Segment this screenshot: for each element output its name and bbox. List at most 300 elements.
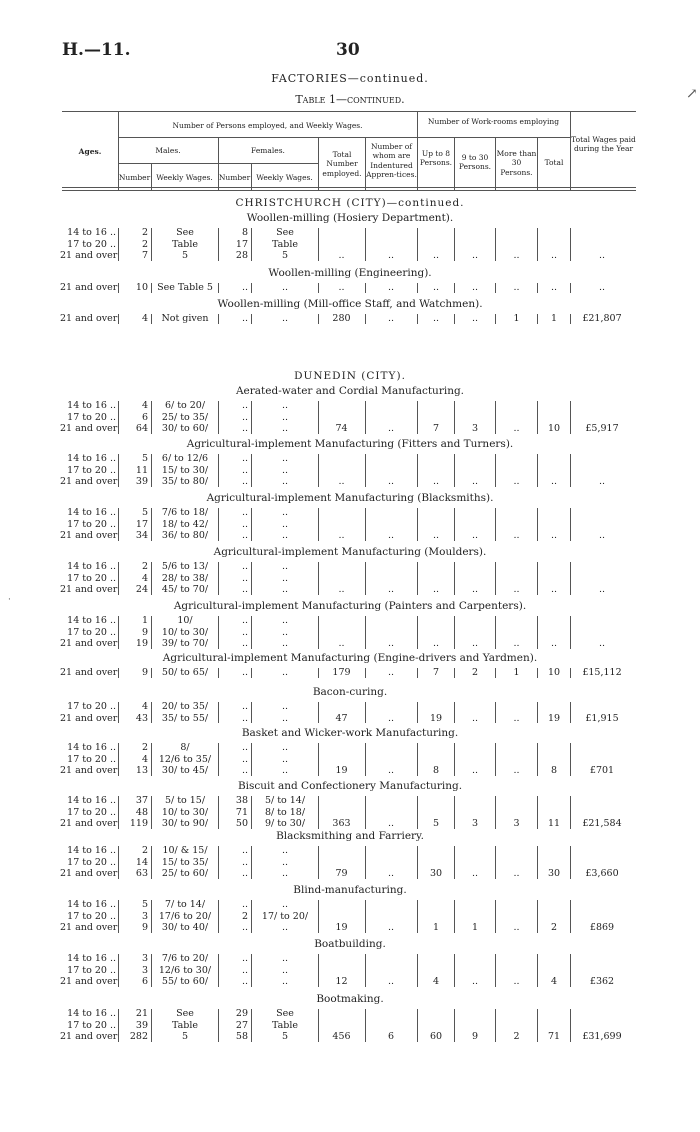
column-rule [118, 228, 119, 261]
male-weekly-wages-cell: Not given [161, 313, 209, 324]
column-rule [251, 454, 252, 487]
apprentices-cell: .. [387, 765, 395, 776]
workrooms-more-than-30-cell: .. [513, 765, 520, 776]
apprentices-cell: .. [387, 922, 395, 933]
city-heading-dunedin: DUNEDIN (CITY). [294, 370, 406, 382]
total-employed-cell: 47 [335, 712, 348, 724]
total-wages-cell: £21,807 [582, 313, 622, 324]
workrooms-more-than-30-cell: .. [513, 530, 520, 541]
male-weekly-wages-cell: 10/ 10/ to 30/ 39/ to 70/ [161, 615, 209, 649]
margin-mark: ↗ [686, 86, 698, 102]
column-rule [454, 616, 455, 649]
column-rule [454, 954, 455, 987]
workrooms-up-to-8-cell: 5 [432, 818, 440, 829]
female-number-cell: .. .. .. [241, 845, 248, 879]
total-wages-cell: £15,112 [582, 667, 622, 678]
column-rule [417, 796, 418, 829]
male-weekly-wages-cell: 7/ to 14/ 17/6 to 20/ 30/ to 40/ [158, 899, 212, 933]
column-rule [537, 954, 538, 987]
column-rule [218, 616, 219, 649]
header-male-weekly-wages: Weekly Wages. [156, 173, 213, 182]
column-rule [118, 702, 119, 723]
column-rule [365, 954, 366, 987]
female-number-cell: .. .. .. [241, 615, 248, 649]
column-rule [151, 616, 152, 649]
workrooms-more-than-30-cell: .. [513, 922, 520, 933]
column-rule [495, 846, 496, 879]
column-rule [218, 702, 219, 723]
header-apprentices: Number of whom are Indentured Appren-tices. [366, 142, 417, 180]
column-rule [537, 900, 538, 933]
column-rule [118, 314, 119, 324]
total-employed-cell: 79 [335, 868, 348, 879]
column-rule [495, 796, 496, 829]
total-employed-cell: 363 [332, 818, 351, 829]
column-rule [570, 796, 571, 829]
column-rule [251, 796, 252, 829]
female-number-cell: .. [241, 667, 248, 678]
column-rule [318, 616, 319, 649]
section-title: Agricultural-implement Manufacturing (Engine-drivers and Yardmen). [162, 652, 538, 664]
workrooms-9-to-30-cell: .. [471, 638, 479, 649]
column-rule [218, 954, 219, 987]
female-weekly-wages-cell: .. .. .. [281, 953, 289, 987]
header-total: Total [544, 158, 564, 167]
female-number-cell: .. .. .. [241, 507, 248, 541]
column-rule [365, 562, 366, 595]
section-title: Woollen-milling (Engineering). [268, 267, 432, 279]
female-weekly-wages-cell: .. .. [281, 701, 289, 724]
male-weekly-wages-cell: 6/ to 20/ 25/ to 35/ 30/ to 60/ [161, 400, 209, 434]
apprentices-cell: .. [387, 476, 395, 487]
column-rule [251, 900, 252, 933]
column-rule [570, 616, 571, 649]
male-number-cell: 1 9 19 [135, 615, 148, 649]
column-rule [454, 846, 455, 879]
workrooms-9-to-30-cell: .. [471, 868, 479, 879]
header-ages: Ages. [78, 147, 102, 156]
apprentices-cell: .. [387, 667, 395, 678]
total-employed-cell: .. [338, 530, 345, 541]
column-rule [495, 283, 496, 293]
section-title: Blacksmithing and Farriery. [276, 830, 424, 842]
workrooms-more-than-30-cell: .. [513, 476, 520, 487]
female-number-cell: .. .. .. [241, 561, 248, 595]
female-weekly-wages-cell: .. .. .. [281, 400, 289, 434]
column-rule [417, 228, 418, 261]
column-rule [537, 283, 538, 293]
column-rule [118, 954, 119, 987]
age-group-cell: 14 to 16 .. 17 to 20 .. 21 and over [60, 400, 118, 434]
age-group-cell: 21 and over [60, 667, 118, 678]
workrooms-up-to-8-cell: 7 [432, 667, 440, 678]
column-rule [218, 228, 219, 261]
workrooms-9-to-30-cell: .. [471, 976, 479, 987]
column-rule [118, 283, 119, 293]
column-rule [151, 954, 152, 987]
header-workrooms-group: Number of Work-rooms employing [427, 117, 560, 126]
male-number-cell: 3 3 6 [141, 953, 148, 987]
column-rule [454, 401, 455, 434]
column-rule [417, 743, 418, 776]
female-number-cell: .. .. .. [241, 953, 248, 987]
female-number-cell: .. .. .. [241, 400, 248, 434]
column-rule [365, 508, 366, 541]
column-rule [365, 314, 366, 324]
total-wages-cell: .. [598, 584, 606, 595]
male-number-cell: 5 3 9 [141, 899, 148, 933]
age-group-cell: 14 to 16 .. 17 to 20 .. 21 and over [60, 899, 118, 933]
column-rule [251, 401, 252, 434]
female-number-cell: 29 27 58 [235, 1008, 248, 1042]
column-rule [151, 1009, 152, 1042]
column-rule [318, 796, 319, 829]
header-persons-group: Number of Persons employed, and Weekly Wages. [172, 121, 363, 130]
male-weekly-wages-cell: 7/6 to 18/ 18/ to 42/ 36/ to 80/ [161, 507, 209, 541]
workrooms-total-cell: 2 [550, 922, 558, 933]
male-number-cell: 9 [141, 667, 148, 678]
section-title: Agricultural-implement Manufacturing (Blacksmiths). [206, 492, 494, 504]
column-rule [537, 314, 538, 324]
column-rule [218, 668, 219, 678]
apprentices-cell: .. [387, 250, 395, 261]
column-rule [318, 846, 319, 879]
age-group-cell: 14 to 16 .. 17 to 20 .. 21 and over [60, 615, 118, 649]
column-rule [118, 454, 119, 487]
column-rule [318, 562, 319, 595]
apprentices-cell: .. [387, 712, 395, 724]
column-rule [365, 1009, 366, 1042]
column-rule [118, 796, 119, 829]
apprentices-cell: .. [387, 638, 395, 649]
column-rule [454, 900, 455, 933]
column-rule [151, 401, 152, 434]
column-rule [495, 508, 496, 541]
column-rule [251, 228, 252, 261]
column-rule [251, 743, 252, 776]
column-rule [318, 454, 319, 487]
column-rule [151, 283, 152, 293]
female-weekly-wages-cell: .. .. .. [281, 507, 289, 541]
column-rule [318, 954, 319, 987]
column-rule [495, 702, 496, 723]
column-rule [417, 1009, 418, 1042]
total-wages-cell: .. [598, 250, 606, 261]
column-rule [495, 616, 496, 649]
column-rule [417, 954, 418, 987]
column-rule [251, 283, 252, 293]
column-rule [218, 314, 219, 324]
city-heading-christchurch: CHRISTCHURCH (CITY)—continued. [235, 197, 465, 209]
total-wages-cell: £362 [589, 976, 615, 987]
column-rule [537, 846, 538, 879]
age-group-cell: 14 to 16 .. 17 to 20 .. 21 and over [60, 227, 118, 261]
apprentices-cell: .. [387, 530, 395, 541]
header-more-than-30: More than 30 Persons. [496, 149, 537, 177]
total-wages-cell: £5,917 [585, 423, 619, 434]
apprentices-cell: .. [387, 868, 395, 879]
workrooms-total-cell: .. [550, 584, 558, 595]
column-rule [537, 562, 538, 595]
column-rule [218, 283, 219, 293]
total-employed-cell: .. [338, 584, 345, 595]
male-number-cell: 5 11 39 [135, 453, 148, 487]
column-rule [318, 668, 319, 678]
column-rule [495, 954, 496, 987]
workrooms-up-to-8-cell: 1 [432, 922, 440, 933]
male-weekly-wages-cell: 20/ to 35/ 35/ to 55/ [161, 701, 209, 724]
male-number-cell: 37 48 119 [129, 795, 148, 829]
column-rule [570, 1009, 571, 1042]
column-rule [537, 743, 538, 776]
column-rule [537, 454, 538, 487]
male-number-cell: 21 39 282 [129, 1008, 148, 1042]
workrooms-9-to-30-cell: .. [471, 765, 479, 776]
column-rule [118, 508, 119, 541]
workrooms-9-to-30-cell: .. [471, 584, 479, 595]
column-rule [151, 668, 152, 678]
male-number-cell: 4 43 [135, 701, 148, 724]
workrooms-9-to-30-cell: .. [471, 712, 479, 724]
workrooms-up-to-8-cell: 60 [429, 1031, 443, 1042]
column-rule [318, 508, 319, 541]
workrooms-more-than-30-cell: .. [513, 638, 520, 649]
column-rule [454, 796, 455, 829]
total-wages-cell: £3,660 [585, 868, 619, 879]
column-rule [495, 562, 496, 595]
total-employed-cell: 456 [332, 1031, 351, 1042]
column-rule [365, 283, 366, 293]
male-weekly-wages-cell: 10/ & 15/ 15/ to 35/ 25/ to 60/ [161, 845, 209, 879]
column-rule [495, 900, 496, 933]
total-employed-cell: 74 [335, 423, 348, 434]
workrooms-9-to-30-cell: 2 [471, 667, 479, 678]
workrooms-up-to-8-cell: 4 [432, 976, 440, 987]
workrooms-more-than-30-cell: .. [513, 976, 520, 987]
column-rule [251, 702, 252, 723]
column-rule [151, 228, 152, 261]
column-rule [251, 1009, 252, 1042]
column-rule [218, 562, 219, 595]
workrooms-total-cell: 10 [547, 423, 561, 434]
apprentices-cell: .. [387, 976, 395, 987]
column-rule [454, 454, 455, 487]
female-weekly-wages-cell: .. [281, 282, 289, 293]
female-weekly-wages-cell: .. .. .. [281, 561, 289, 595]
total-wages-cell: £21,584 [582, 818, 622, 829]
column-rule [118, 401, 119, 434]
workrooms-up-to-8-cell: .. [432, 638, 440, 649]
total-employed-cell: .. [338, 638, 345, 649]
workrooms-9-to-30-cell: .. [471, 476, 479, 487]
column-rule [151, 508, 152, 541]
column-rule [537, 1009, 538, 1042]
section-title: Biscuit and Confectionery Manufacturing. [237, 780, 463, 792]
column-rule [318, 228, 319, 261]
workrooms-9-to-30-cell: 3 [471, 818, 479, 829]
column-rule [570, 954, 571, 987]
male-weekly-wages-cell: 8/ 12/6 to 35/ 30/ to 45/ [158, 742, 212, 776]
workrooms-up-to-8-cell: 7 [432, 423, 440, 434]
age-group-cell: 14 to 16 .. 17 to 20 .. 21 and over [60, 561, 118, 595]
column-rule [318, 702, 319, 723]
male-weekly-wages-cell: See Table 5 [171, 227, 198, 261]
male-weekly-wages-cell: 6/ to 12/6 15/ to 30/ 35/ to 80/ [161, 453, 209, 487]
column-rule [151, 702, 152, 723]
workrooms-9-to-30-cell: .. [471, 313, 479, 324]
total-wages-cell: .. [598, 530, 606, 541]
total-employed-cell: .. [338, 282, 345, 293]
workrooms-total-cell: .. [550, 250, 558, 261]
column-rule [365, 228, 366, 261]
column-rule [454, 283, 455, 293]
female-number-cell: .. 2 .. [241, 899, 248, 933]
header-up-to-8: Up to 8 Persons. [419, 149, 453, 168]
column-rule [495, 743, 496, 776]
workrooms-up-to-8-cell: .. [432, 476, 440, 487]
total-employed-cell: 19 [335, 922, 348, 933]
total-employed-cell: 280 [332, 313, 351, 324]
column-rule [417, 900, 418, 933]
total-employed-cell: 12 [335, 976, 348, 987]
column-rule [537, 616, 538, 649]
workrooms-up-to-8-cell: .. [432, 313, 440, 324]
column-rule [318, 900, 319, 933]
column-rule [417, 508, 418, 541]
female-weekly-wages-cell: .. .. .. [281, 742, 289, 776]
column-rule [417, 702, 418, 723]
column-rule [417, 314, 418, 324]
workrooms-more-than-30-cell: 1 [513, 313, 520, 324]
header-total-wages: Total Wages paid during the Year [571, 135, 636, 154]
header-female-weekly-wages: Weekly Wages. [256, 173, 313, 182]
column-rule [570, 228, 571, 261]
column-rule [151, 314, 152, 324]
column-rule [537, 668, 538, 678]
female-weekly-wages-cell: .. 17/ to 20/ .. [261, 899, 309, 933]
column-rule [570, 562, 571, 595]
workrooms-total-cell: 30 [547, 868, 561, 879]
age-group-cell: 21 and over [60, 313, 118, 324]
column-rule [454, 228, 455, 261]
workrooms-up-to-8-cell: .. [432, 250, 440, 261]
workrooms-more-than-30-cell: .. [513, 423, 520, 434]
column-rule [318, 314, 319, 324]
total-employed-cell: 19 [335, 765, 348, 776]
total-employed-cell: .. [338, 476, 345, 487]
workrooms-total-cell: .. [550, 282, 558, 293]
column-rule [118, 900, 119, 933]
column-rule [365, 743, 366, 776]
total-wages-cell: .. [598, 638, 606, 649]
female-number-cell: .. [241, 282, 248, 293]
workrooms-more-than-30-cell: 3 [513, 818, 520, 829]
page-number: 30 [336, 40, 360, 60]
margin-dot: · [8, 595, 11, 605]
workrooms-9-to-30-cell: .. [471, 282, 479, 293]
workrooms-more-than-30-cell: .. [513, 250, 520, 261]
column-rule [570, 743, 571, 776]
apprentices-cell: .. [387, 313, 395, 324]
column-rule [251, 562, 252, 595]
column-rule [570, 314, 571, 324]
column-rule [151, 796, 152, 829]
column-rule [495, 228, 496, 261]
workrooms-total-cell: 71 [547, 1031, 561, 1042]
column-rule [365, 668, 366, 678]
column-rule [251, 314, 252, 324]
section-title: Woollen-milling (Mill-office Staff, and Watchmen). [217, 298, 483, 310]
workrooms-up-to-8-cell: .. [432, 282, 440, 293]
header-females: Females. [251, 146, 285, 155]
column-rule [454, 668, 455, 678]
column-rule [495, 454, 496, 487]
total-employed-cell: .. [338, 250, 345, 261]
column-rule [151, 900, 152, 933]
column-rule [537, 401, 538, 434]
male-weekly-wages-cell: 5/6 to 13/ 28/ to 38/ 45/ to 70/ [161, 561, 209, 595]
workrooms-9-to-30-cell: 9 [471, 1031, 479, 1042]
female-number-cell: 38 71 50 [235, 795, 248, 829]
age-group-cell: 14 to 16 .. 17 to 20 .. 21 and over [60, 507, 118, 541]
column-rule [151, 454, 152, 487]
column-rule [570, 846, 571, 879]
column-rule [251, 846, 252, 879]
female-weekly-wages-cell: See Table 5 [271, 227, 298, 261]
workrooms-up-to-8-cell: 19 [429, 712, 443, 724]
apprentices-cell: 6 [387, 1031, 395, 1042]
header-total-number: Total Number employed. [322, 150, 362, 178]
female-weekly-wages-cell: .. [281, 313, 289, 324]
column-rule [118, 668, 119, 678]
section-title: Blind-manufacturing. [293, 884, 407, 896]
male-number-cell: 2 14 63 [135, 845, 148, 879]
workrooms-9-to-30-cell: .. [471, 250, 479, 261]
page-reference: H.—11. [62, 40, 131, 60]
workrooms-more-than-30-cell: .. [513, 282, 520, 293]
column-rule [218, 743, 219, 776]
section-title: Basket and Wicker-work Manufacturing. [241, 727, 459, 739]
column-rule [454, 1009, 455, 1042]
column-rule [454, 508, 455, 541]
total-wages-cell: £31,699 [582, 1031, 622, 1042]
workrooms-total-cell: 10 [547, 667, 561, 678]
column-rule [570, 668, 571, 678]
column-rule [318, 743, 319, 776]
column-rule [365, 401, 366, 434]
total-wages-cell: £869 [589, 922, 615, 933]
female-weekly-wages-cell: .. .. .. [281, 845, 289, 879]
age-group-cell: 14 to 16 .. 17 to 20 .. 21 and over [60, 845, 118, 879]
workrooms-up-to-8-cell: 30 [429, 868, 443, 879]
column-rule [537, 702, 538, 723]
male-weekly-wages-cell: See Table 5 [171, 1008, 198, 1042]
column-rule [218, 401, 219, 434]
column-rule [365, 454, 366, 487]
header-males: Males. [155, 146, 181, 155]
column-rule [570, 508, 571, 541]
female-weekly-wages-cell: See Table 5 [271, 1008, 298, 1042]
apprentices-cell: .. [387, 423, 395, 434]
column-rule [417, 846, 418, 879]
section-title: Agricultural-implement Manufacturing (Painters and Carpenters). [173, 600, 527, 612]
female-weekly-wages-cell: .. .. .. [281, 615, 289, 649]
male-number-cell: 2 4 24 [135, 561, 148, 595]
male-number-cell: 10 [135, 282, 148, 293]
age-group-cell: 14 to 16 .. 17 to 20 .. 21 and over [60, 453, 118, 487]
column-rule [570, 401, 571, 434]
female-weekly-wages-cell: .. .. .. [281, 453, 289, 487]
